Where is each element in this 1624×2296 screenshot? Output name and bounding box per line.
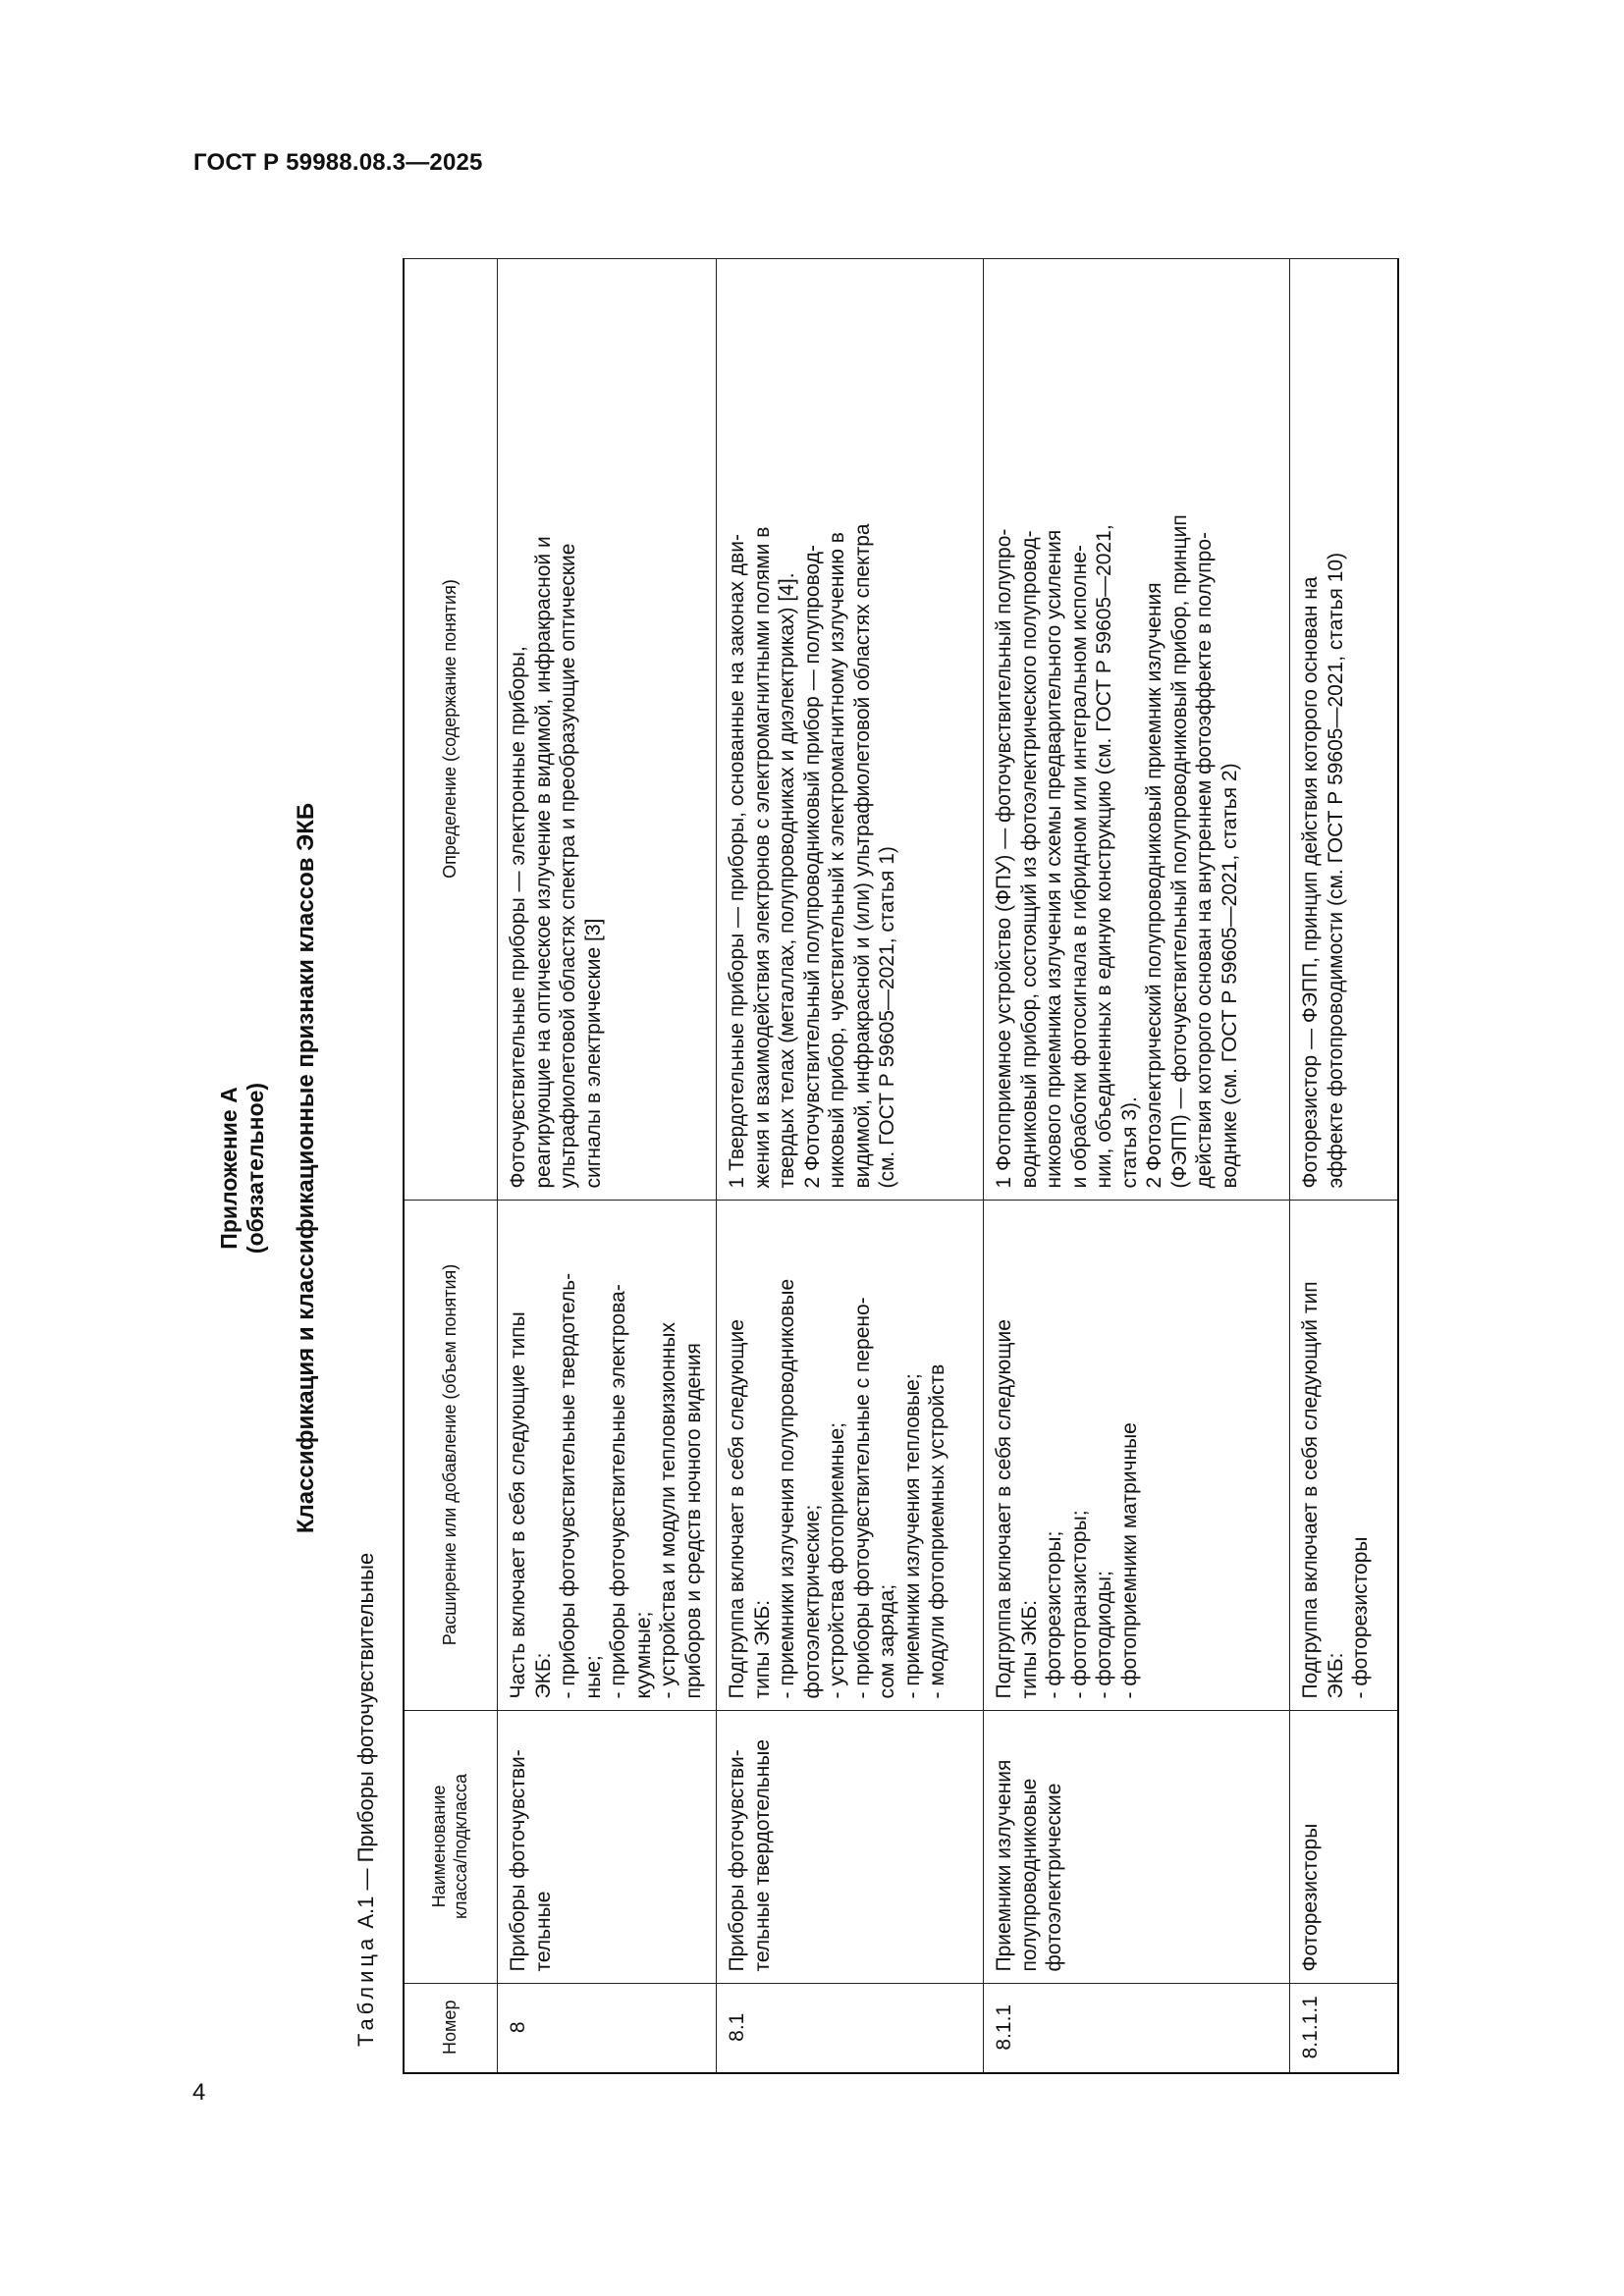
text-line: статья 3). (1117, 1096, 1141, 1189)
text-line: тельные (531, 1891, 555, 1972)
row-definition (717, 259, 984, 1201)
text-line: ЭКБ: (531, 1652, 555, 1699)
text-line: Приборы фоточувстви- (507, 1749, 529, 1972)
table-caption-label: Таблица (353, 1934, 378, 2047)
header-name (404, 1711, 498, 1984)
text-line: - устройства фотоприемные; (826, 1421, 848, 1699)
annex-status: (обязательное) (243, 1082, 268, 1255)
text-line: - фототранзисторы; (1067, 1510, 1091, 1699)
row-name (717, 1711, 984, 1984)
text-line: Приемники излучения (993, 1759, 1015, 1972)
table-row (717, 259, 984, 2073)
text-line: 2 Фотоэлектрический полупроводниковый приемник излучения (1143, 582, 1165, 1189)
standard-number: ГОСТ Р 59988.08.3—2025 (193, 149, 483, 176)
text-line: 2 Фоточувствительный полупроводниковый прибор — полупровод- (800, 545, 824, 1189)
text-line: типы ЭКБ: (750, 1599, 774, 1699)
text-line: твердых телах (металлах, полупроводниках и диэлектриках) [4]. (776, 572, 798, 1189)
text-line: - фоторезисторы; (1043, 1530, 1065, 1699)
text-line: - фотоприемники матричные (1117, 1422, 1141, 1699)
text-line: Фоточувствительные приборы — электронные приборы, (507, 646, 529, 1189)
text-line: фотоэлектрические (1043, 1783, 1065, 1972)
header-definition: Определение (содержание понятия) (404, 259, 498, 1201)
text-line: 1 Фотоприемное устройство (ФПУ) — фоточувствительный полупро- (993, 528, 1015, 1189)
text-line: Подгруппа включает в себя следующий тип (1299, 1281, 1322, 1699)
text-line: (ФЭПП) — фоточувствительный полупроводниковый прибор, принцип (1167, 514, 1191, 1189)
text-line: Подгруппа включает в себя следующие (726, 1319, 748, 1699)
classification-table (403, 259, 1399, 2075)
row-number: 8.1.1.1 (1290, 1984, 1398, 2073)
row-number: 8.1.1 (984, 1984, 1290, 2073)
text-line: приборов и средств ночного видения (681, 1343, 705, 1699)
annex-title: Классификация и классификационные признаки классов ЭКБ (293, 802, 319, 1534)
text-line: - модули фотоприемных устройств (926, 1363, 948, 1699)
row-extension (1290, 1201, 1398, 1711)
text-line: типы ЭКБ: (1017, 1599, 1041, 1699)
text-line: фотоэлектрические; (800, 1504, 824, 1699)
annex-label: Приложение А (216, 1087, 242, 1250)
text-line: 1 Твердотельные приборы — приборы, основанные на законах дви- (726, 534, 748, 1189)
row-definition (498, 259, 717, 1201)
text-line: водниковый прибор, состоящий из фотоэлектрического полупровод- (1017, 530, 1041, 1189)
text-line: тельные твердотельные (750, 1738, 774, 1972)
table-header-row (404, 259, 498, 2073)
table-row (498, 259, 717, 2073)
text-line: - приборы фоточувствительные с перено- (850, 1297, 874, 1699)
text-line: Приборы фоточувстви- (726, 1749, 748, 1972)
text-line: сом заряда; (876, 1583, 898, 1699)
row-extension (498, 1201, 717, 1711)
text-line: никового приемника излучения и схемы предварительного усиления (1043, 529, 1065, 1189)
text-line: Фоторезистор — ФЭПП, принцип действия которого основан на (1299, 576, 1322, 1189)
text-line: - приборы фоточувствительные электрова- (607, 1284, 629, 1699)
text-line: жения и взаимодействия электронов с электромагнитными полями в (750, 526, 774, 1189)
text-line: ультрафиолетовой областях спектра и преобразующие оптические (557, 543, 579, 1189)
text-line: видимой, инфракрасной и (или) ультрафиолетовой областях спектра (850, 523, 874, 1189)
text-line: - устройства и модули тепловизионных (657, 1322, 679, 1699)
text-line: действия которого основан на внутреннем фотоэффекте в полупро- (1193, 531, 1216, 1189)
text-line: Подгруппа включает в себя следующие (993, 1319, 1015, 1699)
table-row (1290, 259, 1398, 2073)
row-extension (717, 1201, 984, 1711)
row-number: 8 (498, 1984, 717, 2073)
header-number: Номер (404, 1984, 498, 2073)
text-line: Фоторезисторы (1299, 1823, 1322, 1972)
text-line: и обработки фотосигнала в гибридном или интегральном исполне- (1067, 545, 1091, 1189)
text-line: - приборы фоточувствительные твердотель- (557, 1272, 579, 1699)
text-line: - фотодиоды; (1093, 1571, 1115, 1699)
table-caption-text: А.1 — Приборы фоточувствительные (353, 1552, 378, 1935)
rotated-annex-page (187, 216, 1463, 2120)
row-definition (1290, 259, 1398, 1201)
text-line: эффекте фотопроводимости (см. ГОСТ Р 59605—2021, статья 10) (1324, 552, 1347, 1189)
page-number: 4 (192, 2079, 206, 2106)
text-line: полупроводниковые (1017, 1778, 1041, 1972)
text-line: никовый прибор, чувствительный к электромагнитному излучению в (826, 532, 848, 1189)
text-line: (см. ГОСТ Р 59605—2021, статья 1) (876, 846, 898, 1189)
text-line: нии, объединенных в единую конструкцию (см. ГОСТ Р 59605—2021, (1093, 524, 1115, 1189)
row-name (984, 1711, 1290, 1984)
text-line: куумные; (631, 1611, 655, 1699)
table-row (984, 259, 1290, 2073)
text-line: - приемники излучения полупроводниковые (776, 1278, 798, 1699)
row-name (1290, 1711, 1398, 1984)
text-line: - фоторезисторы (1349, 1536, 1372, 1699)
row-name (498, 1711, 717, 1984)
table-caption (353, 1553, 379, 2047)
row-number: 8.1 (717, 1984, 984, 2073)
text-line: воднике (см. ГОСТ Р 59605—2021, статья 2) (1218, 763, 1241, 1189)
header-name-line-1: Наименование (429, 1785, 449, 1908)
text-line: ные; (581, 1655, 605, 1699)
text-line: Часть включает в себя следующие типы (507, 1311, 529, 1699)
header-name-line-2: класса/подкласса (451, 1773, 470, 1920)
text-line: сигналы в электрические [3] (581, 918, 605, 1189)
row-definition (984, 259, 1290, 1201)
text-line: реагирующие на оптическое излучение в видимой, инфракрасной и (531, 536, 555, 1189)
text-line: - приемники излучения тепловые; (900, 1373, 924, 1699)
row-extension (984, 1201, 1290, 1711)
header-extension: Расширение или добавление (объем понятия) (404, 1201, 498, 1711)
text-line: ЭКБ: (1324, 1652, 1347, 1699)
annex-heading (216, 216, 269, 2120)
